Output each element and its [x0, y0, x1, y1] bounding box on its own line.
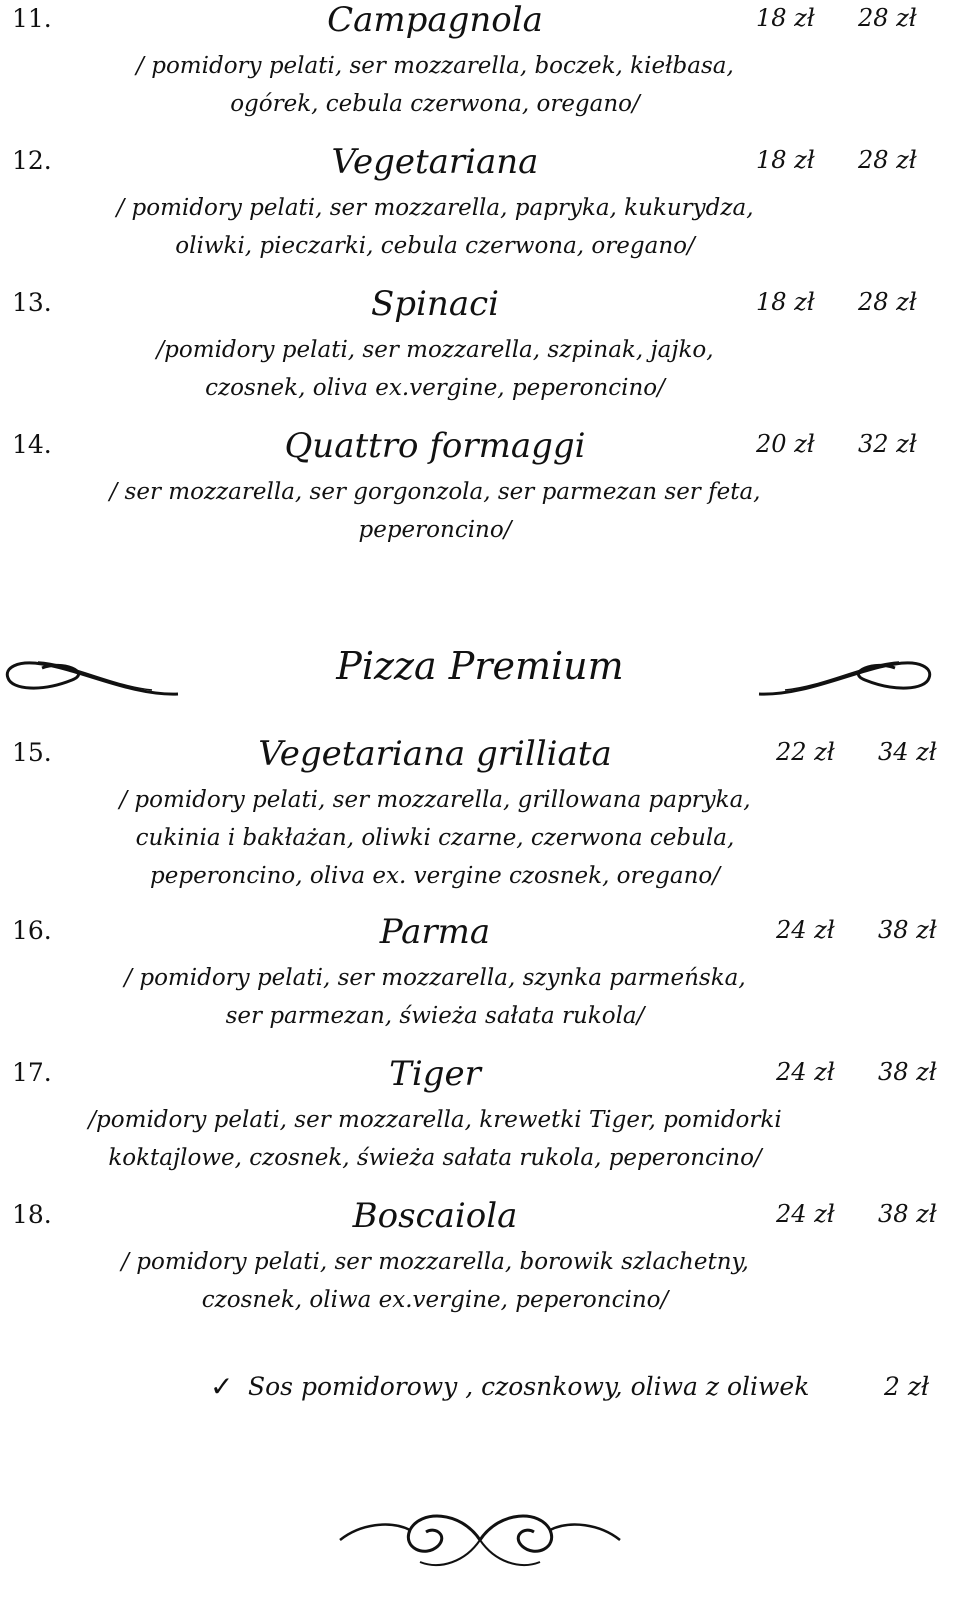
item-description-line: /pomidory pelati, ser mozzarella, szpinak, jajko, — [156, 337, 714, 363]
price-small: 22 zł — [776, 738, 835, 766]
item-description-line: / pomidory pelati, ser mozzarella, grillowana papryka, — [119, 787, 751, 813]
price-large: 34 zł — [878, 738, 937, 766]
premium-section-header — [0, 644, 960, 704]
price-small: 18 zł — [756, 288, 815, 316]
item-number: 14. — [12, 430, 52, 459]
extra-sauces-row — [0, 1370, 960, 1410]
item-description-line: / pomidory pelati, ser mozzarella, boczek, kiełbasa, — [136, 53, 734, 79]
bottom-ornament-icon — [330, 1500, 630, 1580]
price-small: 18 zł — [756, 4, 815, 32]
item-description-line: peperoncino, oliva ex. vergine czosnek, oregano/ — [150, 863, 720, 889]
left-flourish-icon — [2, 650, 182, 700]
price-large: 28 zł — [858, 4, 917, 32]
item-number: 16. — [12, 916, 52, 945]
item-description-line: / pomidory pelati, ser mozzarella, szynka parmeńska, — [124, 965, 746, 991]
item-number: 11. — [12, 4, 52, 33]
item-number: 17. — [12, 1058, 52, 1087]
item-description-line: czosnek, oliva ex.vergine, peperoncino/ — [205, 375, 665, 401]
checkmark-icon: ✓ — [210, 1370, 234, 1403]
price-small: 24 zł — [776, 1058, 835, 1086]
item-description-line: peperoncino/ — [358, 517, 512, 543]
item-description-line: cukinia i bakłażan, oliwki czarne, czerwona cebula, — [135, 825, 735, 851]
item-description-line: / pomidory pelati, ser mozzarella, papryka, kukurydza, — [116, 195, 754, 221]
extra-sauces-label: Sos pomidorowy , czosnkowy, oliwa z oliwek — [248, 1372, 810, 1401]
item-name: Tiger — [389, 1054, 481, 1094]
item-name: Spinaci — [370, 284, 499, 324]
extra-sauces-price: 2 zł — [884, 1372, 930, 1401]
price-small: 20 zł — [756, 430, 815, 458]
item-description-line: ser parmezan, świeża sałata rukola/ — [225, 1003, 645, 1029]
item-description-line: ogórek, cebula czerwona, oregano/ — [230, 91, 640, 117]
item-name: Boscaiola — [352, 1196, 518, 1236]
section-title: Pizza Premium — [336, 644, 624, 688]
price-small: 24 zł — [776, 1200, 835, 1228]
item-description-line: koktajlowe, czosnek, świeża sałata rukola, peperoncino/ — [108, 1145, 762, 1171]
item-name: Quattro formaggi — [284, 426, 586, 466]
item-description-line: oliwki, pieczarki, cebula czerwona, oregano/ — [175, 233, 695, 259]
item-number: 18. — [12, 1200, 52, 1229]
item-number: 13. — [12, 288, 52, 317]
price-small: 18 zł — [756, 146, 815, 174]
item-name: Vegetariana grilliata — [258, 734, 612, 774]
item-number: 15. — [12, 738, 52, 767]
item-name: Campagnola — [327, 0, 543, 40]
right-flourish-icon — [755, 650, 940, 700]
price-small: 24 zł — [776, 916, 835, 944]
item-description-line: /pomidory pelati, ser mozzarella, krewetki Tiger, pomidorki — [88, 1107, 782, 1133]
item-description-line: / pomidory pelati, ser mozzarella, borowik szlachetny, — [121, 1249, 749, 1275]
item-description-line: / ser mozzarella, ser gorgonzola, ser parmezan ser feta, — [109, 479, 761, 505]
price-large: 38 zł — [878, 916, 937, 944]
price-large: 38 zł — [878, 1200, 937, 1228]
price-large: 32 zł — [858, 430, 917, 458]
item-number: 12. — [12, 146, 52, 175]
price-large: 38 zł — [878, 1058, 937, 1086]
item-description-line: czosnek, oliwa ex.vergine, peperoncino/ — [201, 1287, 669, 1313]
item-name: Vegetariana — [331, 142, 539, 182]
price-large: 28 zł — [858, 146, 917, 174]
item-name: Parma — [379, 912, 491, 952]
price-large: 28 zł — [858, 288, 917, 316]
